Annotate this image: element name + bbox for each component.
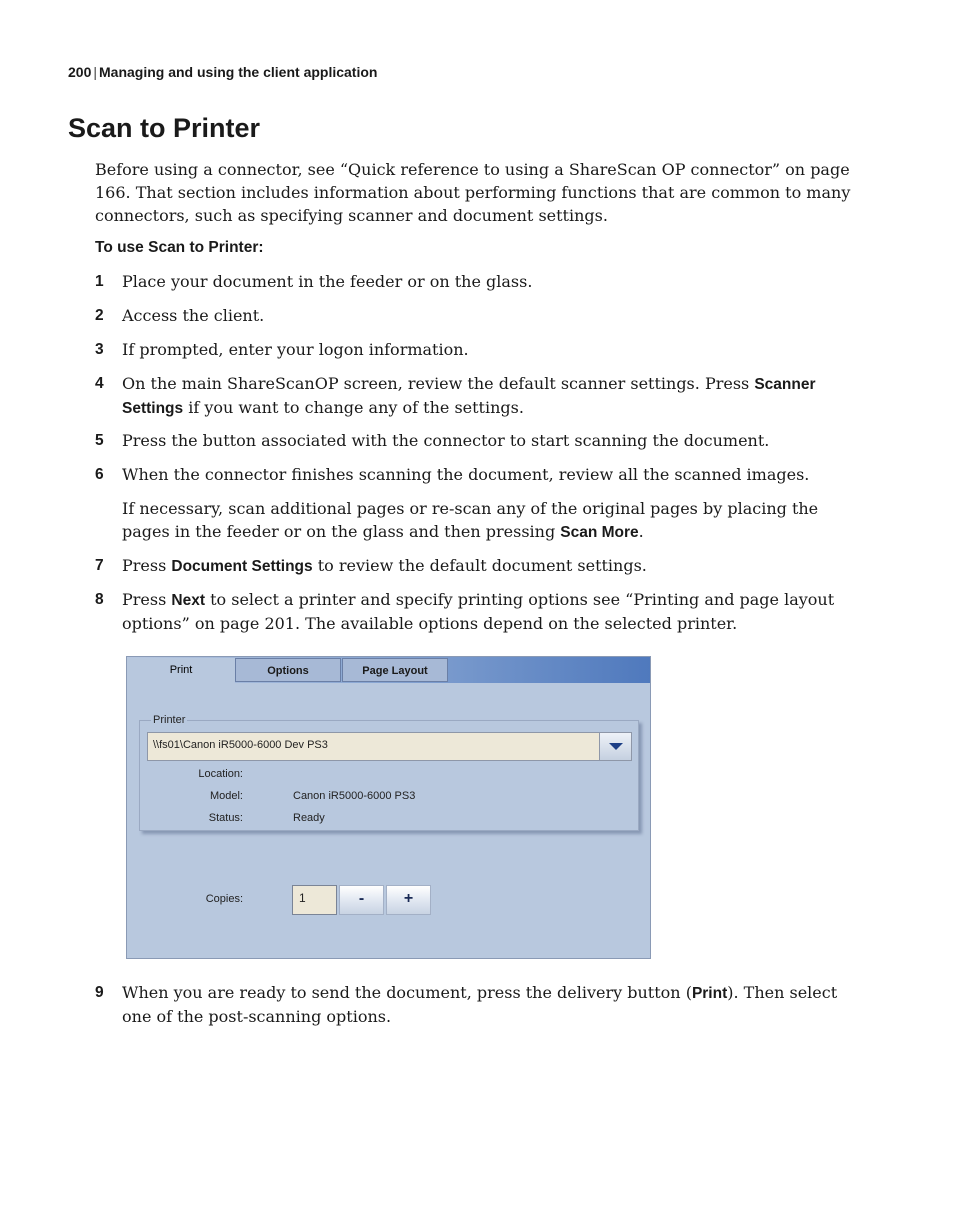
running-header (68, 64, 377, 80)
step-number: 3 (95, 341, 104, 358)
header-separator: | (93, 64, 97, 80)
copies-increment-button[interactable]: + (386, 885, 431, 915)
step-text: When the connector finishes scanning the document, review all the scanned images. (122, 465, 810, 484)
tab-bar (127, 657, 650, 683)
copies-label: Copies: (205, 893, 243, 905)
page-number: 200 (68, 64, 92, 80)
step-number: 1 (95, 273, 104, 290)
step-1 (95, 270, 865, 293)
step-2 (95, 304, 865, 327)
step-text: Press the button associated with the connector to start scanning the document. (122, 431, 770, 450)
step-3 (95, 338, 865, 361)
step-number: 7 (95, 557, 104, 574)
printer-select[interactable] (147, 732, 632, 761)
step-number: 8 (95, 591, 104, 608)
print-settings-screenshot (126, 656, 651, 959)
document-settings-term: Document Settings (171, 558, 313, 575)
intro-paragraph: Before using a connector, see “Quick reference to using a ShareScan OP connector” on page 166. That section includes information about performing functions that are common to many connectors, such as specifying scanner and document settings. (95, 160, 851, 225)
step-number: 2 (95, 307, 104, 324)
scan-more-term: Scan More (560, 524, 639, 541)
chevron-down-icon (609, 743, 623, 750)
procedure-heading: To use Scan to Printer: (95, 239, 264, 256)
location-label: Location: (198, 768, 243, 780)
step-number: 9 (95, 984, 104, 1001)
step-6-followup: If necessary, scan additional pages or re-scan any of the original pages by placing the pages in the feeder or on the glass and then pressing Scan More. (122, 499, 819, 541)
model-label: Model: (209, 790, 243, 802)
copies-decrement-button[interactable]: - (339, 885, 384, 915)
step-6 (95, 463, 865, 486)
scanner-settings-term: Scanner Settings (122, 376, 816, 417)
step-text: Press Next to select a printer and specify printing options see “Printing and page layout options” on page 201. The available options depend on the selected printer. (122, 590, 835, 633)
print-term: Print (691, 985, 728, 1002)
step-number: 4 (95, 375, 104, 392)
step-text: If prompted, enter your logon information. (122, 340, 469, 359)
tab-page-layout[interactable]: Page Layout (342, 658, 448, 682)
model-value: Canon iR5000-6000 PS3 (293, 790, 416, 802)
step-5 (95, 429, 865, 452)
status-label: Status: (208, 812, 243, 824)
step-4 (95, 372, 865, 420)
copies-input[interactable]: 1 (292, 885, 337, 915)
tab-options[interactable]: Options (235, 658, 341, 682)
printer-dropdown-button[interactable] (599, 733, 631, 760)
status-value: Ready (293, 812, 325, 824)
step-9 (95, 981, 865, 1028)
step-text: Place your document in the feeder or on the glass. (122, 272, 533, 291)
printer-group-label: Printer (153, 714, 186, 726)
step-text: When you are ready to send the document, press the delivery button (Print). Then select one of the post-scanning options. (122, 983, 838, 1026)
tab-print[interactable]: Print (127, 658, 235, 685)
printer-selected-value: \\fs01\Canon iR5000-6000 Dev PS3 (153, 739, 328, 751)
step-7 (95, 554, 865, 578)
page-title: Scan to Printer (68, 113, 261, 143)
step-number: 5 (95, 432, 104, 449)
step-number: 6 (95, 466, 104, 483)
step-text: Press Document Settings to review the default document settings. (122, 556, 647, 575)
step-text: Access the client. (122, 306, 265, 325)
step-8 (95, 588, 865, 635)
step-text: On the main ShareScanOP screen, review the default scanner settings. Press Scanner Settings if you want to change any of the settings. (122, 374, 816, 417)
section-title: Managing and using the client application (99, 64, 378, 80)
next-term: Next (171, 592, 205, 609)
